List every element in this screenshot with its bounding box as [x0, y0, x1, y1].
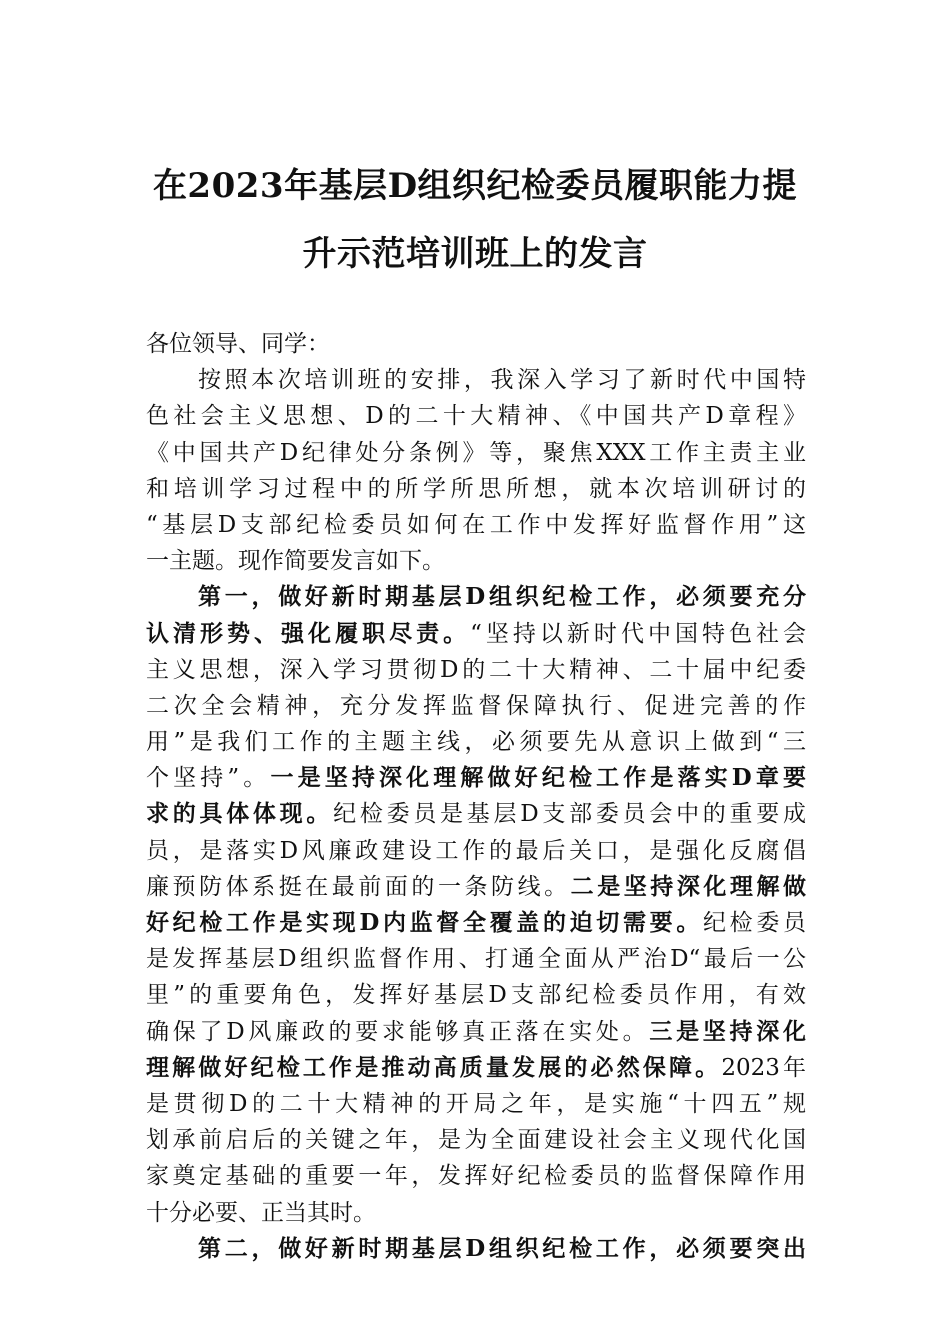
bold-text-segment: 二是坚持深化理解做	[570, 872, 807, 900]
text-segment: 家奠定基础的重要一年，发挥好纪检委员的监督保障作用	[146, 1163, 806, 1190]
text-segment: 是贯彻D的二十大精神的开局之年，是实施“十四五”规	[146, 1090, 806, 1117]
text-segment: 二次全会精神，充分发挥监督保障执行、促进完善的作	[146, 692, 806, 719]
bold-text-segment: 第二，做好新时期基层D组织纪检工作，必须要突出	[198, 1234, 806, 1262]
paragraph-line	[146, 1195, 806, 1231]
bold-text-segment: 理解做好纪检工作是推动高质量发展的必然保障。	[146, 1053, 722, 1081]
paragraph-line	[146, 362, 806, 398]
paragraph-line	[146, 1086, 806, 1122]
paragraph-line	[146, 905, 806, 941]
text-segment: 纪检委员是基层D支部委员会中的重要成	[333, 801, 806, 828]
bold-text-segment: 一是坚持深化理解做好纪检工作是落实D章要	[270, 764, 806, 792]
text-segment: 和培训学习过程中的所学所思所想，就本次培训研讨的	[146, 475, 806, 502]
document-title	[130, 152, 820, 288]
salutation: 各位领导、同学：	[146, 331, 330, 357]
text-segment: “坚持以新时代中国特色社会	[470, 620, 807, 647]
text-segment: 《中国共产D纪律处分条例》等，聚焦XXX工作主责主业	[146, 439, 806, 466]
text-segment: 里”的重要角色，发挥好基层D支部纪检委员作用，有效	[146, 982, 806, 1009]
paragraph-line	[146, 1231, 806, 1267]
text-segment: 员，是落实D风廉政建设工作的最后关口，是强化反腐倡	[146, 837, 806, 864]
paragraph-line	[146, 688, 806, 724]
text-segment: 主义思想，深入学习贯彻D的二十大精神、二十届中纪委	[146, 656, 806, 683]
text-segment: 用”是我们工作的主题主线，必须要先从意识上做到“三	[146, 729, 806, 756]
paragraph-line	[146, 869, 806, 905]
paragraph-line	[146, 616, 806, 652]
paragraph-line	[146, 796, 806, 832]
text-segment: 个坚持”。	[146, 765, 271, 792]
paragraph-line	[146, 1158, 806, 1194]
text-segment: 是发挥基层D组织监督作用、打通全面从严治D“最后一公	[146, 946, 806, 973]
paragraph-line	[146, 435, 806, 471]
paragraph-line	[146, 760, 806, 796]
text-segment: 2023年	[721, 1054, 806, 1081]
paragraph-line	[146, 507, 806, 543]
paragraph-line	[146, 398, 806, 434]
bold-text-segment: 求的具体体现。	[146, 800, 334, 828]
document-body	[146, 326, 806, 1267]
bold-text-segment: 第一，做好新时期基层D组织纪检工作，必须要充分	[198, 583, 806, 611]
text-segment: 划承前启后的关键之年，是为全面建设社会主义现代化国	[146, 1127, 806, 1154]
bold-text-segment: 认清形势、强化履职尽责。	[146, 619, 471, 647]
paragraph-line	[146, 1050, 806, 1086]
text-segment: 一主题。现作简要发言如下。	[146, 548, 445, 575]
paragraph-line	[146, 652, 806, 688]
paragraph-line	[146, 543, 806, 579]
paragraph-line	[146, 471, 806, 507]
bold-text-segment: 三是坚持深化	[649, 1017, 806, 1045]
paragraph-line	[146, 941, 806, 977]
paragraph-line	[146, 1122, 806, 1158]
title-line: 升示范培训班上的发言	[302, 234, 648, 274]
paragraph-line	[146, 977, 806, 1013]
paragraph-line	[146, 579, 806, 615]
title-line: 在2023年基层D组织纪检委员履职能力提	[152, 166, 798, 206]
text-segment: 廉预防体系挺在最前面的一条防线。	[146, 873, 571, 900]
text-segment: 按照本次培训班的安排，我深入学习了新时代中国特	[198, 367, 806, 394]
paragraph-line	[146, 724, 806, 760]
text-segment: 确保了D风廉政的要求能够真正落在实处。	[146, 1018, 650, 1045]
paragraph-line	[146, 1014, 806, 1050]
text-segment: “基层D支部纪检委员如何在工作中发挥好监督作用”这	[146, 511, 806, 538]
bold-text-segment: 好纪检工作是实现D内监督全覆盖的迫切需要。	[146, 909, 703, 936]
text-segment: 色社会主义思想、D的二十大精神、《中国共产D章程》	[146, 403, 806, 430]
text-segment: 十分必要、正当其时。	[146, 1199, 376, 1226]
paragraph-line	[146, 833, 806, 869]
text-segment: 纪检委员	[703, 910, 807, 936]
